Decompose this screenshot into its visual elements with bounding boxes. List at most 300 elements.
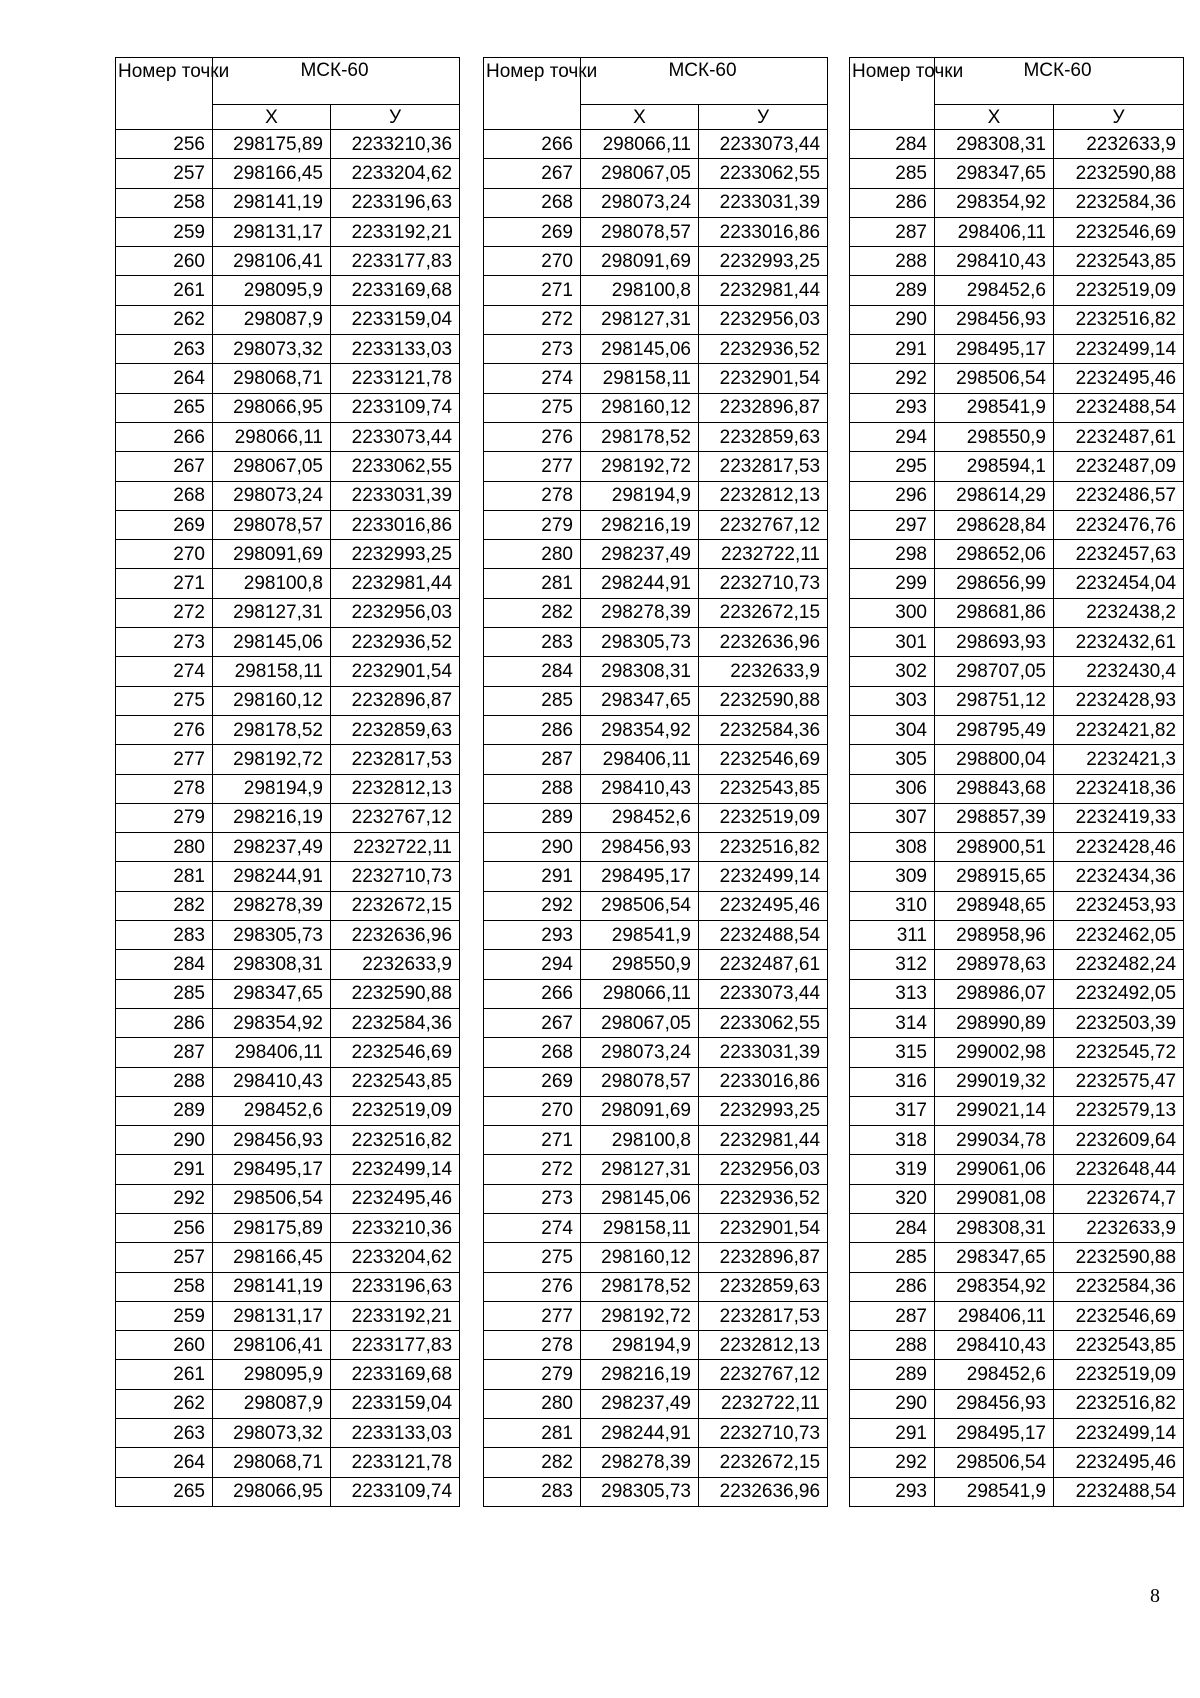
y-coordinate-cell: 2232936,52 <box>331 628 460 657</box>
x-coordinate-cell: 298095,9 <box>213 1360 331 1389</box>
table-row <box>484 1301 828 1330</box>
x-coordinate-cell: 298166,45 <box>213 1243 331 1272</box>
x-coordinate-cell: 298506,54 <box>581 891 699 920</box>
table-row <box>850 628 1184 657</box>
point-number-cell: 266 <box>484 979 581 1008</box>
y-coordinate-cell: 2232516,82 <box>1054 1389 1184 1418</box>
table-row <box>850 891 1184 920</box>
x-coordinate-cell: 298347,65 <box>213 979 331 1008</box>
x-coordinate-cell: 298237,49 <box>213 833 331 862</box>
y-coordinate-cell: 2232590,88 <box>1054 159 1184 188</box>
x-coordinate-cell: 298067,05 <box>581 1008 699 1037</box>
point-number-cell: 257 <box>116 1243 213 1272</box>
table-row <box>116 422 460 451</box>
point-number-cell: 296 <box>850 481 935 510</box>
point-number-cell: 294 <box>850 422 935 451</box>
x-coordinate-cell: 298795,49 <box>935 715 1054 744</box>
table-row <box>116 452 460 481</box>
y-coordinate-cell: 2233016,86 <box>699 1067 828 1096</box>
x-coordinate-cell: 298141,19 <box>213 1272 331 1301</box>
x-coordinate-cell: 298456,93 <box>581 833 699 862</box>
x-coordinate-cell: 298192,72 <box>581 452 699 481</box>
y-coordinate-cell: 2232817,53 <box>699 452 828 481</box>
y-coordinate-cell: 2232633,9 <box>699 657 828 686</box>
y-coordinate-cell: 2232499,14 <box>1054 1419 1184 1448</box>
x-coordinate-cell: 298175,89 <box>213 130 331 159</box>
y-coordinate-cell: 2232546,69 <box>331 1038 460 1067</box>
y-coordinate-cell: 2232546,69 <box>1054 217 1184 246</box>
point-number-cell: 288 <box>850 1331 935 1360</box>
point-number-cell: 291 <box>484 862 581 891</box>
y-coordinate-cell: 2232495,46 <box>1054 1448 1184 1477</box>
point-number-cell: 261 <box>116 276 213 305</box>
y-coordinate-cell: 2232543,85 <box>331 1067 460 1096</box>
x-coordinate-cell: 298106,41 <box>213 247 331 276</box>
x-coordinate-cell: 298541,9 <box>581 921 699 950</box>
point-number-cell: 286 <box>850 1272 935 1301</box>
x-coordinate-cell: 298305,73 <box>581 1477 699 1506</box>
y-coordinate-cell: 2232516,82 <box>699 833 828 862</box>
table-row <box>116 335 460 364</box>
coordinate-system-header: МСК-60 <box>935 58 1184 105</box>
y-coordinate-cell: 2233192,21 <box>331 217 460 246</box>
table-row <box>116 540 460 569</box>
page-number: 8 <box>1150 1585 1160 1607</box>
table-row <box>850 862 1184 891</box>
table-row <box>850 1126 1184 1155</box>
point-number-cell: 287 <box>116 1038 213 1067</box>
table-row <box>116 1331 460 1360</box>
point-number-cell: 268 <box>484 188 581 217</box>
x-coordinate-cell: 298614,29 <box>935 481 1054 510</box>
table-row <box>116 657 460 686</box>
table-row <box>850 715 1184 744</box>
y-coordinate-cell: 2232546,69 <box>699 745 828 774</box>
y-coordinate-cell: 2232543,85 <box>1054 247 1184 276</box>
table-row <box>116 1272 460 1301</box>
table-row <box>116 569 460 598</box>
table-row <box>850 276 1184 305</box>
table-row <box>484 452 828 481</box>
x-coordinate-cell: 298100,8 <box>581 276 699 305</box>
point-number-cell: 284 <box>116 950 213 979</box>
x-coordinate-cell: 298066,95 <box>213 1477 331 1506</box>
x-coordinate-cell: 298178,52 <box>213 715 331 744</box>
y-coordinate-cell: 2233062,55 <box>699 1008 828 1037</box>
table-row <box>484 1389 828 1418</box>
table-row <box>850 1008 1184 1037</box>
table-row <box>850 569 1184 598</box>
table-row <box>116 364 460 393</box>
table-row <box>116 1213 460 1242</box>
y-coordinate-cell: 2232636,96 <box>331 921 460 950</box>
table-row <box>850 305 1184 334</box>
y-coordinate-cell: 2232543,85 <box>699 774 828 803</box>
point-number-cell: 311 <box>850 921 935 950</box>
table-row <box>116 1448 460 1477</box>
y-coordinate-cell: 2232457,63 <box>1054 540 1184 569</box>
y-coordinate-cell: 2232812,13 <box>331 774 460 803</box>
point-number-cell: 260 <box>116 1331 213 1360</box>
table-row <box>116 276 460 305</box>
x-coordinate-cell: 298594,1 <box>935 452 1054 481</box>
table-row <box>484 188 828 217</box>
y-coordinate-cell: 2233204,62 <box>331 1243 460 1272</box>
y-column-header: У <box>699 105 828 130</box>
point-number-cell: 256 <box>116 1213 213 1242</box>
point-number-cell: 285 <box>116 979 213 1008</box>
table-row <box>116 1301 460 1330</box>
point-number-cell: 262 <box>116 1389 213 1418</box>
point-number-cell: 291 <box>850 1419 935 1448</box>
table-row <box>484 686 828 715</box>
y-coordinate-cell: 2233031,39 <box>331 481 460 510</box>
y-coordinate-cell: 2232421,3 <box>1054 745 1184 774</box>
table-row <box>484 335 828 364</box>
point-number-cell: 273 <box>484 335 581 364</box>
point-number-cell: 272 <box>116 598 213 627</box>
point-number-cell: 309 <box>850 862 935 891</box>
x-coordinate-cell: 298066,11 <box>213 422 331 451</box>
table-row <box>484 1419 828 1448</box>
x-coordinate-cell: 298158,11 <box>213 657 331 686</box>
table-row <box>850 217 1184 246</box>
x-coordinate-cell: 298506,54 <box>935 1448 1054 1477</box>
y-coordinate-cell: 2233073,44 <box>699 130 828 159</box>
table-row <box>850 803 1184 832</box>
point-number-cell: 277 <box>116 745 213 774</box>
table-row <box>484 217 828 246</box>
table-row <box>484 1038 828 1067</box>
point-number-cell: 289 <box>850 276 935 305</box>
table-row <box>116 1477 460 1506</box>
x-coordinate-cell: 298308,31 <box>581 657 699 686</box>
table-row <box>484 891 828 920</box>
x-coordinate-cell: 298091,69 <box>213 540 331 569</box>
y-coordinate-cell: 2233031,39 <box>699 188 828 217</box>
table-row <box>484 364 828 393</box>
point-number-cell: 271 <box>484 1126 581 1155</box>
y-coordinate-cell: 2232993,25 <box>331 540 460 569</box>
x-coordinate-cell: 298347,65 <box>935 1243 1054 1272</box>
table-row <box>116 1008 460 1037</box>
x-coordinate-cell: 298541,9 <box>935 393 1054 422</box>
point-number-cell: 265 <box>116 1477 213 1506</box>
table-row <box>850 1477 1184 1506</box>
x-coordinate-cell: 298495,17 <box>213 1155 331 1184</box>
table-row <box>484 628 828 657</box>
table-row <box>116 510 460 539</box>
y-coordinate-cell: 2233133,03 <box>331 335 460 364</box>
table-row <box>484 745 828 774</box>
point-number-cell: 294 <box>484 950 581 979</box>
point-number-cell: 312 <box>850 950 935 979</box>
table-row <box>484 862 828 891</box>
y-coordinate-cell: 2233159,04 <box>331 305 460 334</box>
point-number-cell: 291 <box>850 335 935 364</box>
coordinates-table-1 <box>115 57 460 1507</box>
y-coordinate-cell: 2232584,36 <box>1054 1272 1184 1301</box>
point-number-cell: 287 <box>850 1301 935 1330</box>
x-coordinate-cell: 298194,9 <box>581 1331 699 1360</box>
table-row <box>116 686 460 715</box>
x-coordinate-cell: 299081,08 <box>935 1184 1054 1213</box>
y-column-header: У <box>331 105 460 130</box>
x-coordinate-cell: 298278,39 <box>213 891 331 920</box>
table-row <box>484 921 828 950</box>
table-row <box>116 1419 460 1448</box>
table-row <box>850 1038 1184 1067</box>
x-coordinate-cell: 298278,39 <box>581 1448 699 1477</box>
x-coordinate-cell: 299019,32 <box>935 1067 1054 1096</box>
y-coordinate-cell: 2232438,2 <box>1054 598 1184 627</box>
x-coordinate-cell: 298216,19 <box>213 803 331 832</box>
y-coordinate-cell: 2232896,87 <box>699 1243 828 1272</box>
x-coordinate-cell: 299002,98 <box>935 1038 1054 1067</box>
point-number-cell: 265 <box>116 393 213 422</box>
table-row <box>850 774 1184 803</box>
table-row <box>850 1067 1184 1096</box>
y-coordinate-cell: 2232636,96 <box>699 1477 828 1506</box>
y-coordinate-cell: 2233204,62 <box>331 159 460 188</box>
point-number-cell: 258 <box>116 1272 213 1301</box>
x-coordinate-cell: 298707,05 <box>935 657 1054 686</box>
table-row <box>116 715 460 744</box>
table-row <box>850 1096 1184 1125</box>
table-row <box>850 1389 1184 1418</box>
x-coordinate-cell: 298078,57 <box>581 1067 699 1096</box>
y-coordinate-cell: 2232499,14 <box>1054 335 1184 364</box>
table-row <box>850 540 1184 569</box>
y-coordinate-cell: 2233196,63 <box>331 1272 460 1301</box>
y-coordinate-cell: 2232476,76 <box>1054 510 1184 539</box>
point-number-cell: 267 <box>116 452 213 481</box>
table-row <box>116 891 460 920</box>
x-coordinate-cell: 299021,14 <box>935 1096 1054 1125</box>
y-coordinate-cell: 2232648,44 <box>1054 1155 1184 1184</box>
table-row <box>116 1184 460 1213</box>
point-number-cell: 306 <box>850 774 935 803</box>
x-coordinate-cell: 298073,24 <box>213 481 331 510</box>
table-row <box>116 305 460 334</box>
point-number-cell: 288 <box>116 1067 213 1096</box>
table-row <box>116 803 460 832</box>
point-number-cell: 292 <box>850 364 935 393</box>
x-coordinate-cell: 298127,31 <box>581 305 699 334</box>
x-coordinate-cell: 298406,11 <box>935 217 1054 246</box>
table-row <box>850 1360 1184 1389</box>
point-number-cell: 275 <box>116 686 213 715</box>
x-coordinate-cell: 298843,68 <box>935 774 1054 803</box>
y-coordinate-cell: 2233109,74 <box>331 1477 460 1506</box>
y-coordinate-cell: 2232896,87 <box>331 686 460 715</box>
y-coordinate-cell: 2232672,15 <box>699 598 828 627</box>
x-coordinate-cell: 298308,31 <box>935 130 1054 159</box>
y-coordinate-cell: 2232722,11 <box>699 540 828 569</box>
point-number-cell: 290 <box>850 1389 935 1418</box>
point-number-cell: 304 <box>850 715 935 744</box>
x-coordinate-cell: 298078,57 <box>581 217 699 246</box>
point-number-cell: 266 <box>484 130 581 159</box>
coordinate-system-header: МСК-60 <box>581 58 828 105</box>
x-coordinate-cell: 298073,32 <box>213 1419 331 1448</box>
x-coordinate-cell: 298160,12 <box>581 393 699 422</box>
y-coordinate-cell: 2232487,61 <box>699 950 828 979</box>
x-coordinate-cell: 298175,89 <box>213 1213 331 1242</box>
table-row <box>484 657 828 686</box>
x-coordinate-cell: 298216,19 <box>581 510 699 539</box>
point-number-cell: 317 <box>850 1096 935 1125</box>
point-number-cell: 267 <box>484 1008 581 1037</box>
table-row <box>116 1360 460 1389</box>
y-coordinate-cell: 2233016,86 <box>699 217 828 246</box>
x-coordinate-cell: 298693,93 <box>935 628 1054 657</box>
table-row <box>850 598 1184 627</box>
point-number-cell: 289 <box>850 1360 935 1389</box>
y-coordinate-cell: 2232993,25 <box>699 247 828 276</box>
table-row <box>484 393 828 422</box>
y-coordinate-cell: 2232896,87 <box>699 393 828 422</box>
x-column-header: X <box>581 105 699 130</box>
x-coordinate-cell: 298131,17 <box>213 217 331 246</box>
y-coordinate-cell: 2232633,9 <box>1054 130 1184 159</box>
point-number-cell: 274 <box>484 1213 581 1242</box>
table-row <box>484 979 828 1008</box>
table-body <box>484 130 828 1507</box>
point-number-cell: 305 <box>850 745 935 774</box>
x-coordinate-cell: 298495,17 <box>935 1419 1054 1448</box>
y-coordinate-cell: 2233031,39 <box>699 1038 828 1067</box>
y-coordinate-cell: 2232590,88 <box>1054 1243 1184 1272</box>
point-number-header: Номер точки <box>850 58 935 130</box>
y-coordinate-cell: 2232901,54 <box>699 1213 828 1242</box>
point-number-cell: 284 <box>484 657 581 686</box>
table-row <box>850 950 1184 979</box>
point-number-cell: 284 <box>850 130 935 159</box>
point-number-cell: 310 <box>850 891 935 920</box>
point-number-cell: 267 <box>484 159 581 188</box>
point-number-cell: 299 <box>850 569 935 598</box>
table-row <box>484 1331 828 1360</box>
table-row <box>116 1067 460 1096</box>
x-coordinate-cell: 298100,8 <box>213 569 331 598</box>
x-coordinate-cell: 298900,51 <box>935 833 1054 862</box>
point-number-cell: 277 <box>484 452 581 481</box>
y-coordinate-cell: 2232901,54 <box>331 657 460 686</box>
table-row <box>116 598 460 627</box>
point-number-cell: 308 <box>850 833 935 862</box>
y-coordinate-cell: 2232546,69 <box>1054 1301 1184 1330</box>
table-row <box>850 833 1184 862</box>
point-number-cell: 281 <box>484 569 581 598</box>
table-body <box>116 130 460 1507</box>
table-row <box>484 1243 828 1272</box>
y-coordinate-cell: 2232428,46 <box>1054 833 1184 862</box>
y-coordinate-cell: 2232575,47 <box>1054 1067 1184 1096</box>
x-coordinate-cell: 298452,6 <box>935 276 1054 305</box>
table-row <box>116 217 460 246</box>
table-row <box>484 422 828 451</box>
y-coordinate-cell: 2232421,82 <box>1054 715 1184 744</box>
y-coordinate-cell: 2232672,15 <box>699 1448 828 1477</box>
y-coordinate-cell: 2232430,4 <box>1054 657 1184 686</box>
x-coordinate-cell: 298244,91 <box>213 862 331 891</box>
y-coordinate-cell: 2232482,24 <box>1054 950 1184 979</box>
point-number-cell: 302 <box>850 657 935 686</box>
x-coordinate-cell: 298194,9 <box>213 774 331 803</box>
table-row <box>484 1067 828 1096</box>
table-row <box>484 774 828 803</box>
x-coordinate-cell: 298354,92 <box>581 715 699 744</box>
table-row <box>850 1331 1184 1360</box>
y-coordinate-cell: 2232462,05 <box>1054 921 1184 950</box>
x-coordinate-cell: 298958,96 <box>935 921 1054 950</box>
y-coordinate-cell: 2232859,63 <box>699 422 828 451</box>
table-row <box>850 1301 1184 1330</box>
coordinate-system-header: МСК-60 <box>213 58 460 105</box>
y-coordinate-cell: 2233121,78 <box>331 364 460 393</box>
x-coordinate-cell: 298145,06 <box>581 1184 699 1213</box>
x-coordinate-cell: 298452,6 <box>581 803 699 832</box>
table-row <box>850 1184 1184 1213</box>
table-row <box>116 393 460 422</box>
y-coordinate-cell: 2233210,36 <box>331 130 460 159</box>
coordinates-table-3 <box>849 57 1184 1507</box>
table-row <box>484 276 828 305</box>
point-number-cell: 281 <box>116 862 213 891</box>
table-row <box>850 422 1184 451</box>
x-coordinate-cell: 298452,6 <box>935 1360 1054 1389</box>
point-number-cell: 256 <box>116 130 213 159</box>
x-coordinate-cell: 298406,11 <box>581 745 699 774</box>
point-number-cell: 307 <box>850 803 935 832</box>
table-row <box>484 569 828 598</box>
point-number-cell: 264 <box>116 1448 213 1477</box>
point-number-cell: 290 <box>850 305 935 334</box>
y-coordinate-cell: 2232434,36 <box>1054 862 1184 891</box>
y-coordinate-cell: 2232767,12 <box>331 803 460 832</box>
table-row <box>484 1477 828 1506</box>
y-coordinate-cell: 2232487,61 <box>1054 422 1184 451</box>
table-row <box>484 1213 828 1242</box>
point-number-cell: 316 <box>850 1067 935 1096</box>
table-row <box>116 921 460 950</box>
x-coordinate-cell: 298145,06 <box>581 335 699 364</box>
point-number-cell: 293 <box>484 921 581 950</box>
x-coordinate-cell: 298305,73 <box>213 921 331 950</box>
x-coordinate-cell: 298192,72 <box>213 745 331 774</box>
point-number-cell: 288 <box>850 247 935 276</box>
point-number-cell: 283 <box>116 921 213 950</box>
table-row <box>850 1213 1184 1242</box>
point-number-cell: 266 <box>116 422 213 451</box>
table-row <box>116 1038 460 1067</box>
point-number-header: Номер точки <box>116 58 213 130</box>
point-number-cell: 259 <box>116 217 213 246</box>
y-coordinate-cell: 2233121,78 <box>331 1448 460 1477</box>
x-coordinate-cell: 298990,89 <box>935 1008 1054 1037</box>
y-coordinate-cell: 2232817,53 <box>331 745 460 774</box>
x-coordinate-cell: 298456,93 <box>935 305 1054 334</box>
x-coordinate-cell: 298506,54 <box>935 364 1054 393</box>
table-row <box>484 950 828 979</box>
table-row <box>850 1448 1184 1477</box>
point-number-cell: 282 <box>116 891 213 920</box>
table-row <box>850 188 1184 217</box>
x-coordinate-cell: 298652,06 <box>935 540 1054 569</box>
x-coordinate-cell: 298800,04 <box>935 745 1054 774</box>
x-coordinate-cell: 298141,19 <box>213 188 331 217</box>
